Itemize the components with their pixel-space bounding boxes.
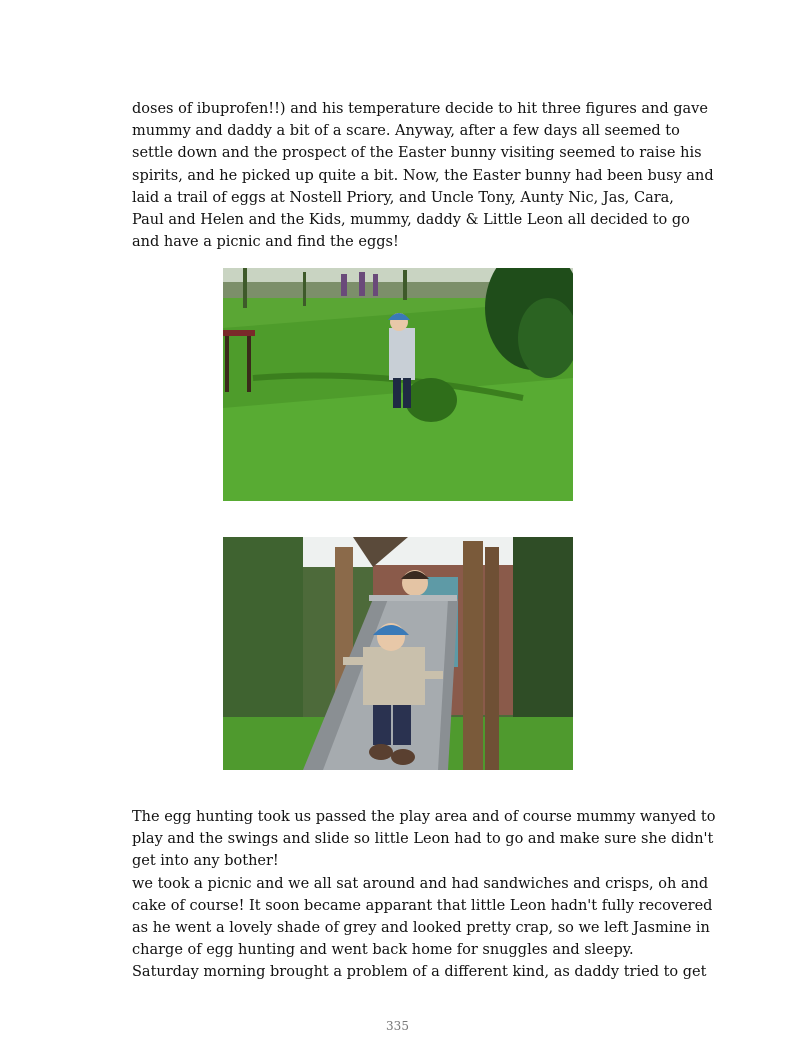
text-line: play and the swings and slide so little Leon had to go and make sure she didn't xyxy=(132,831,714,848)
text-line: cake of course! It soon became apparant that little Leon hadn't fully recovered xyxy=(132,897,713,914)
text-line: charge of egg hunting and went back home for snuggles and sleepy. xyxy=(132,942,634,959)
page-number: 335 xyxy=(386,1019,409,1033)
text-line: we took a picnic and we all sat around and had sandwiches and crisps, oh and xyxy=(132,875,709,892)
photo-toddler-on-grass xyxy=(223,268,573,501)
photo-toddler-on-grass-image xyxy=(223,268,573,501)
text-line: get into any bother! xyxy=(132,853,279,870)
body-paragraph-1 xyxy=(132,98,714,253)
text-line: Saturday morning brought a problem of a different kind, as daddy tried to get xyxy=(132,964,707,981)
photo-slide xyxy=(223,537,573,770)
text-line: doses of ibuprofen!!) and his temperature decide to hit three figures and gave xyxy=(132,101,708,117)
text-line: mummy and daddy a bit of a scare. Anyway, after a few days all seemed to xyxy=(132,123,680,140)
text-line: laid a trail of eggs at Nostell Priory, and Uncle Tony, Aunty Nic, Jas, Cara, xyxy=(132,189,674,206)
body-paragraph-2 xyxy=(132,806,716,984)
text-line: and have a picnic and find the eggs! xyxy=(132,234,399,251)
text-line: The egg hunting took us passed the play area and of course mummy wanyed to xyxy=(132,809,716,825)
text-line: settle down and the prospect of the Easter bunny visiting seemed to raise his xyxy=(132,145,702,162)
photo-slide-image xyxy=(223,537,573,770)
text-line: Paul and Helen and the Kids, mummy, daddy & Little Leon all decided to go xyxy=(132,212,690,229)
text-line: as he went a lovely shade of grey and looked pretty crap, so we left Jasmine in xyxy=(132,920,710,937)
text-line: spirits, and he picked up quite a bit. Now, the Easter bunny had been busy and xyxy=(132,167,714,184)
